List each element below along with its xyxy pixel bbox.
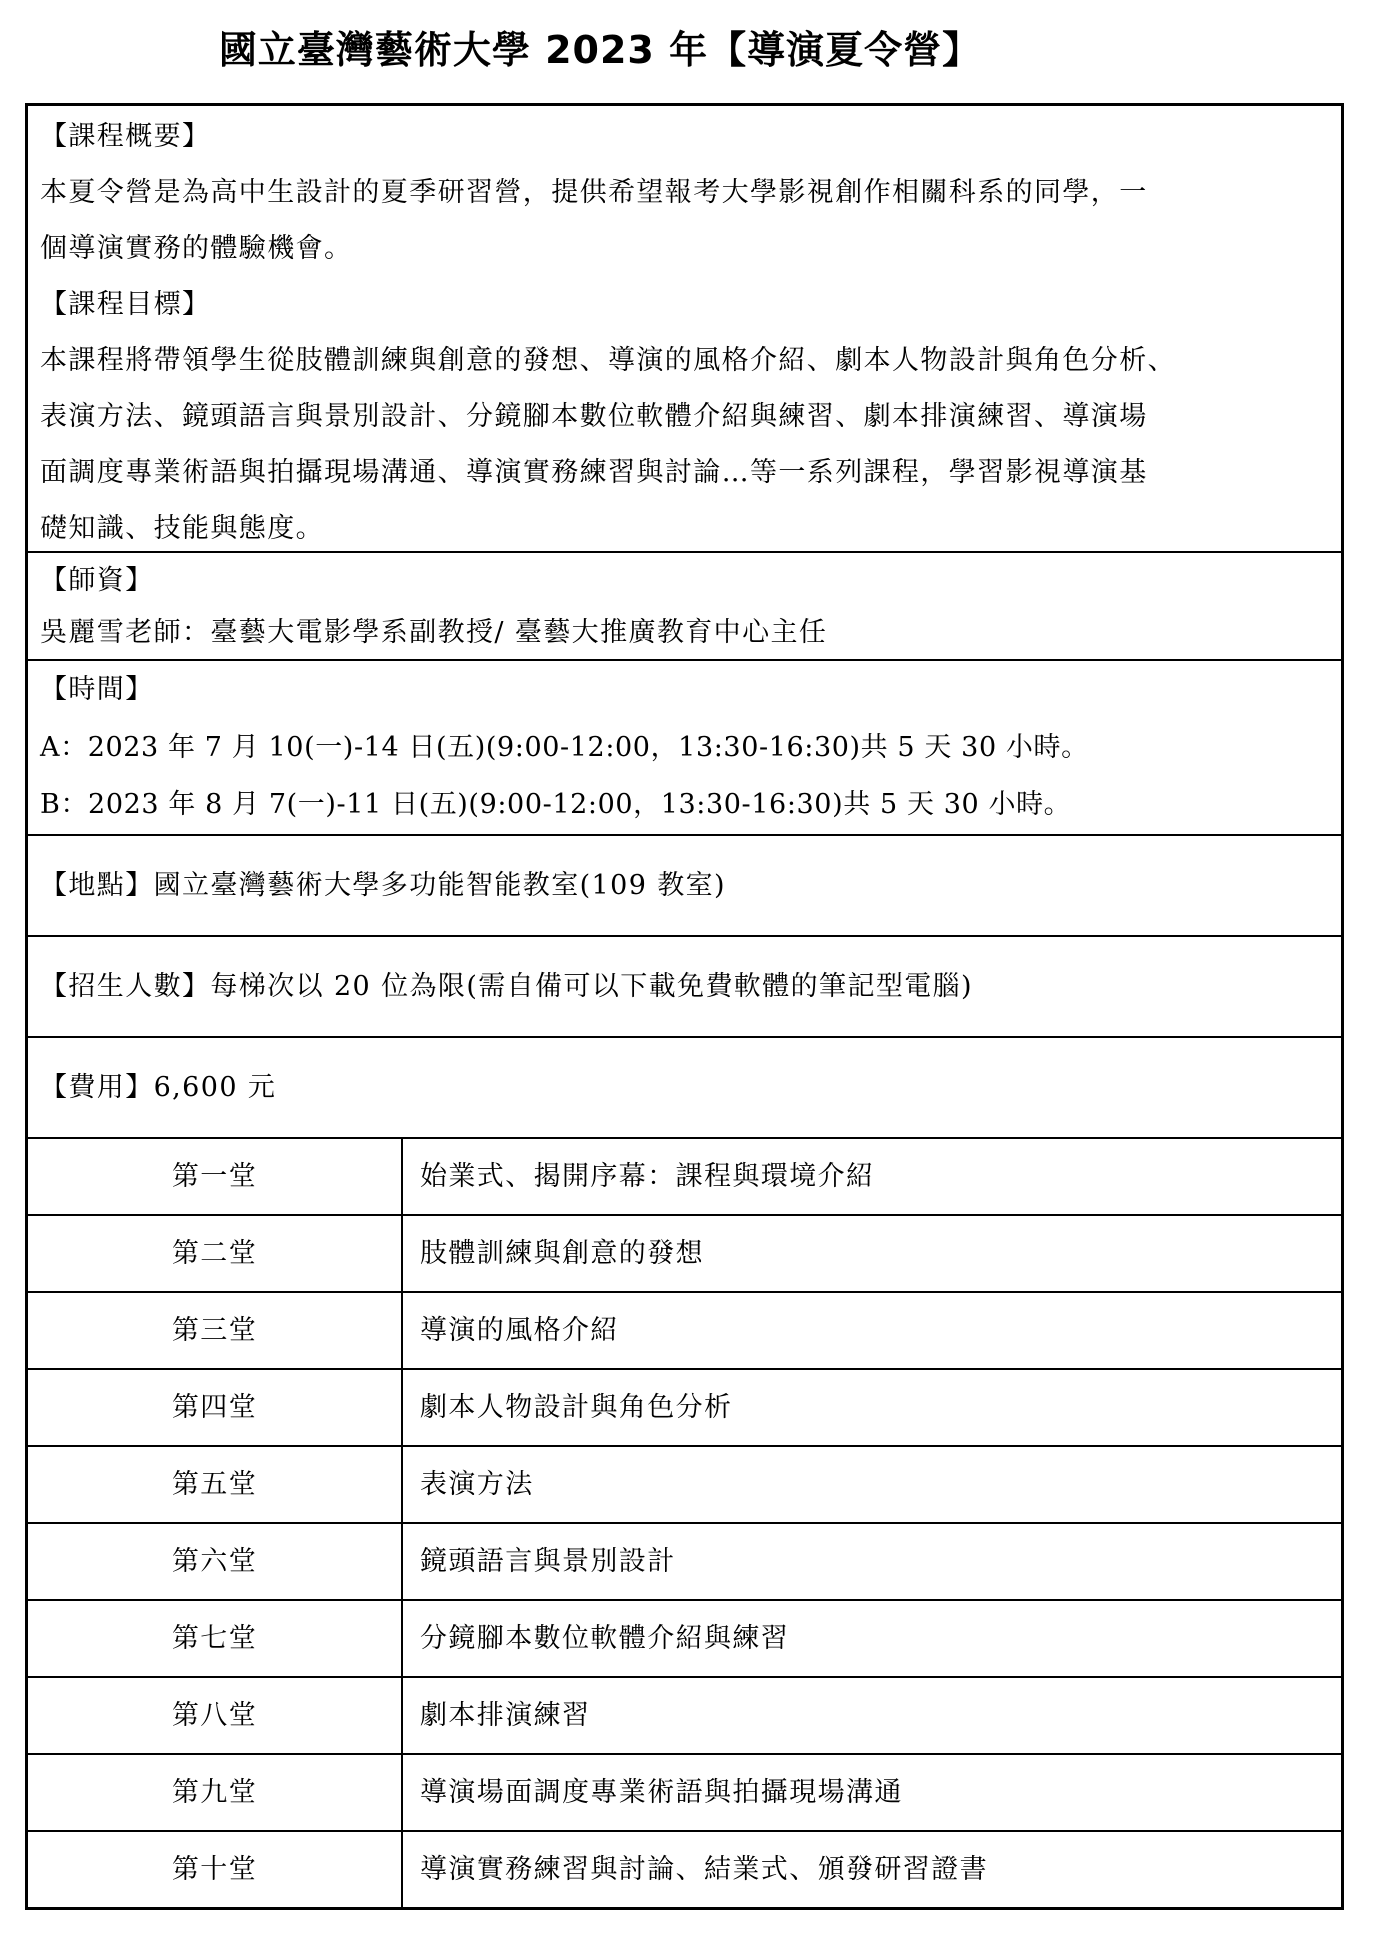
lesson-topic: 分鏡腳本數位軟體介紹與練習 [420,1623,790,1654]
lesson-topic: 表演方法 [420,1469,534,1500]
lesson-topic: 肢體訓練與創意的發想 [420,1238,704,1269]
table-row [28,1522,1341,1599]
location-section [28,834,1341,935]
overview-line: 個導演實務的體驗機會。 [40,233,353,264]
goals-line: 面調度專業術語與拍攝現場溝通、導演實務練習與討論…等一系列課程，學習影視導演基 [40,457,1148,488]
page-title: 國立臺灣藝術大學 2023 年【導演夏令營】 [218,28,982,72]
time-line-a: A：2023 年 7 月 10(一)-14 日(五)(9:00-12:00，13:30-16:30)共 5 天 30 小時。 [40,732,1089,763]
lesson-number: 第一堂 [171,1161,258,1192]
column-divider [401,1370,403,1445]
location-text: 【地點】國立臺灣藝術大學多功能智能教室(109 教室) [40,870,726,901]
table-row [28,1368,1341,1445]
lesson-topic: 導演實務練習與討論、結業式、頒發研習證書 [420,1854,988,1885]
goals-line: 礎知識、技能與態度。 [40,513,324,544]
lesson-topic: 鏡頭語言與景別設計 [420,1546,676,1577]
teacher-section [28,551,1341,659]
table-row [28,1291,1341,1368]
info-table [25,103,1344,1910]
lesson-topic: 劇本人物設計與角色分析 [420,1392,733,1423]
schedule-table [28,1137,1341,1910]
column-divider [401,1601,403,1676]
goals-line: 表演方法、鏡頭語言與景別設計、分鏡腳本數位軟體介紹與練習、劇本排演練習、導演場 [40,401,1148,432]
goals-line: 本課程將帶領學生從肢體訓練與創意的發想、導演的風格介紹、劇本人物設計與角色分析、 [40,345,1176,376]
lesson-number: 第三堂 [171,1315,258,1346]
fee-text: 【費用】6,600 元 [40,1072,277,1103]
time-heading: 【時間】 [40,674,154,705]
table-row [28,1676,1341,1753]
column-divider [401,1216,403,1291]
enrollment-text: 【招生人數】每梯次以 20 位為限(需自備可以下載免費軟體的筆記型電腦) [40,971,973,1002]
column-divider [401,1755,403,1830]
table-row [28,1214,1341,1291]
time-line-b: B：2023 年 8 月 7(一)-11 日(五)(9:00-12:00，13:30-16:30)共 5 天 30 小時。 [40,789,1072,820]
column-divider [401,1678,403,1753]
lesson-number: 第二堂 [171,1238,258,1269]
table-row [28,1137,1341,1214]
lesson-topic: 劇本排演練習 [420,1700,591,1731]
teacher-line: 吳麗雪老師：臺藝大電影學系副教授/ 臺藝大推廣教育中心主任 [40,617,828,648]
fee-section [28,1036,1341,1137]
lesson-number: 第七堂 [171,1623,258,1654]
table-row [28,1753,1341,1830]
lesson-number: 第五堂 [171,1469,258,1500]
lesson-number: 第十堂 [171,1854,258,1885]
lesson-number: 第八堂 [171,1700,258,1731]
table-row [28,1445,1341,1522]
enrollment-section [28,935,1341,1036]
lesson-number: 第六堂 [171,1546,258,1577]
column-divider [401,1293,403,1368]
time-section [28,659,1341,834]
lesson-topic: 始業式、揭開序幕：課程與環境介紹 [420,1161,875,1192]
column-divider [401,1832,403,1910]
lesson-number: 第九堂 [171,1777,258,1808]
lesson-number: 第四堂 [171,1392,258,1423]
table-row [28,1830,1341,1910]
goals-heading: 【課程目標】 [40,289,211,320]
overview-heading: 【課程概要】 [40,121,211,152]
column-divider [401,1139,403,1214]
lesson-topic: 導演場面調度專業術語與拍攝現場溝通 [420,1777,903,1808]
teacher-heading: 【師資】 [40,565,154,596]
overview-section [28,106,1341,551]
column-divider [401,1447,403,1522]
overview-line: 本夏令營是為高中生設計的夏季研習營，提供希望報考大學影視創作相關科系的同學，一 [40,177,1148,208]
table-row [28,1599,1341,1676]
lesson-topic: 導演的風格介紹 [420,1315,619,1346]
column-divider [401,1524,403,1599]
